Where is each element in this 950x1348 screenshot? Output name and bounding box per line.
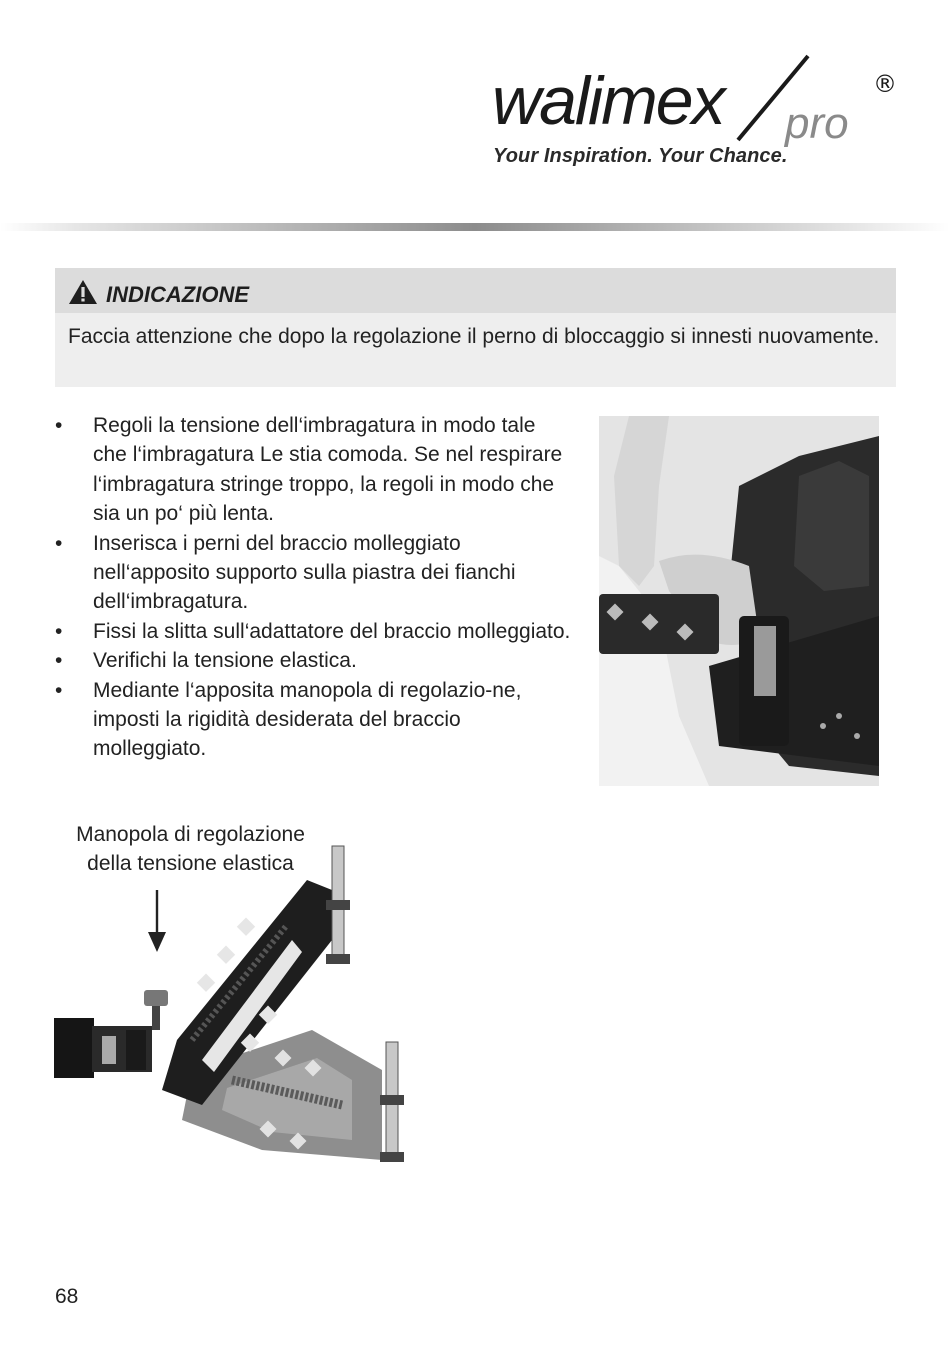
- brand-main-text: walimex: [492, 63, 724, 139]
- warning-triangle-icon: [68, 279, 98, 305]
- spring-arm-image: [52, 840, 412, 1170]
- list-item: [55, 646, 575, 675]
- header-divider: [0, 223, 950, 231]
- list-item: [55, 411, 575, 529]
- brand-logo: [490, 52, 910, 177]
- list-item: [55, 617, 575, 646]
- brand-tagline: Your Inspiration. Your Chance.: [493, 145, 788, 167]
- notice-header: [55, 268, 896, 313]
- bullet-icon: •: [55, 678, 63, 702]
- page-number: 68: [55, 1285, 79, 1308]
- brand-sub-text: pro: [785, 99, 849, 147]
- caption-line-2: della tensione elastica: [87, 852, 294, 875]
- vest-harness-photo: [599, 416, 879, 786]
- instruction-text: Mediante l‘apposita manopola di regolazio-ne, imposti la rigidità desiderata del braccio molleggiato.: [93, 678, 522, 761]
- walimex-logo-graphic: [490, 52, 910, 147]
- notice-box: [55, 268, 896, 387]
- list-item: [55, 529, 575, 617]
- caption-line-1: Manopola di regolazione: [76, 823, 305, 846]
- notice-title: INDICAZIONE: [106, 282, 249, 307]
- bullet-icon: •: [55, 619, 63, 643]
- bullet-icon: •: [55, 649, 63, 673]
- bullet-icon: •: [55, 414, 63, 437]
- notice-text: Faccia attenzione che dopo la regolazione il perno di bloccaggio si innesti nuovamente.: [68, 325, 880, 348]
- list-item: [55, 676, 575, 764]
- instruction-text: Fissi la slitta sull‘adattatore del braccio molleggiato.: [93, 619, 571, 643]
- registered-mark: ®: [873, 70, 897, 98]
- bullet-icon: •: [55, 531, 63, 555]
- instruction-text: Regoli la tensione dell‘imbragatura in modo tale che l‘imbragatura Le stia comoda. Se nel respirare l‘imbragatura stringe troppo, la regoli in modo che sia un po‘ più lenta.: [93, 414, 563, 526]
- instruction-text: Inserisca i perni del braccio molleggiato nell‘apposito supporto sulla piastra dei fianchi dell‘imbragatura.: [93, 531, 516, 614]
- instruction-text: Verifichi la tensione elastica.: [93, 649, 357, 673]
- instruction-list: [55, 411, 575, 764]
